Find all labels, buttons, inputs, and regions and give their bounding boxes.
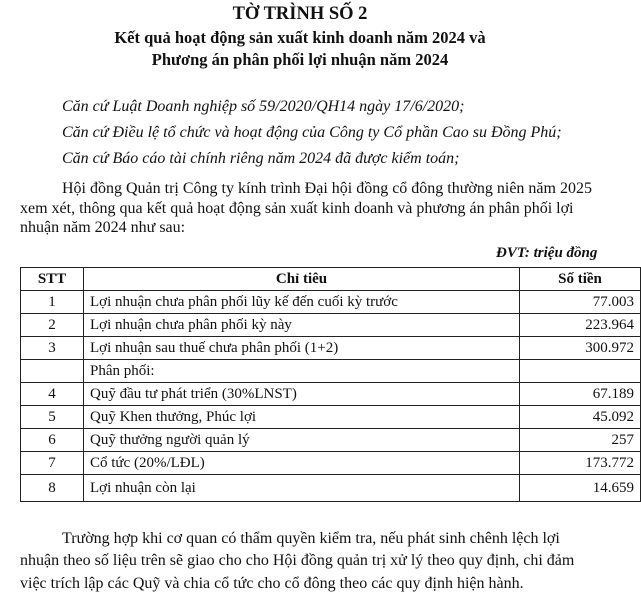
table-row — [21, 337, 641, 360]
table-row — [21, 314, 641, 337]
row-stt: 6 — [21, 429, 84, 452]
row-stt: 7 — [21, 452, 84, 475]
row-item: Quỹ đầu tư phát triển (30%LNST) — [84, 383, 520, 406]
row-stt: 2 — [21, 314, 84, 337]
row-item: Lợi nhuận chưa phân phối lũy kế đến cuối kỳ trước — [84, 291, 520, 314]
row-item: Lợi nhuận chưa phân phối kỳ này — [84, 314, 520, 337]
row-stt: 1 — [21, 291, 84, 314]
unit-label: ĐVT: triệu đồng — [496, 245, 598, 261]
row-amount: 300.972 — [520, 337, 641, 360]
row-amount: 67.189 — [520, 383, 641, 406]
row-item: Cổ tức (20%/LĐL) — [84, 452, 520, 475]
legal-basis-2: Căn cứ Điều lệ tổ chức và hoạt động của Công ty Cổ phần Cao su Đồng Phú; — [62, 124, 562, 141]
document-subtitle-line-2: Phương án phân phối lợi nhuận năm 2024 — [151, 50, 449, 69]
document-title: TỜ TRÌNH SỐ 2 — [232, 4, 368, 24]
row-amount: 77.003 — [520, 291, 641, 314]
table-row — [21, 429, 641, 452]
legal-basis-1: Căn cứ Luật Doanh nghiệp số 59/2020/QH14 ngày 17/6/2020; — [62, 98, 465, 115]
row-stt: 3 — [21, 337, 84, 360]
intro-line-1: Hội đồng Quản trị Công ty kính trình Đại hội đồng cổ đông thường niên năm 2025 — [62, 180, 592, 197]
row-amount: 223.964 — [520, 314, 641, 337]
header-amount: Số tiền — [520, 268, 641, 291]
table-header-row — [21, 268, 641, 291]
row-amount — [520, 360, 641, 383]
row-stt: 8 — [21, 475, 84, 502]
row-item: Lợi nhuận còn lại — [84, 475, 520, 502]
table-row — [21, 475, 641, 502]
row-stt: 4 — [21, 383, 84, 406]
intro-line-3: nhuận năm 2024 như sau: — [20, 219, 186, 236]
row-amount: 257 — [520, 429, 641, 452]
row-item: Lợi nhuận sau thuế chưa phân phối (1+2) — [84, 337, 520, 360]
header-stt: STT — [21, 268, 84, 291]
intro-line-2: xem xét, thông qua kết quả hoạt động sản xuất kinh doanh và phương án phân phối lợi — [20, 200, 574, 217]
row-stt: 5 — [21, 406, 84, 429]
table-row — [21, 360, 641, 383]
legal-basis-3: Căn cứ Báo cáo tài chính riêng năm 2024 đã được kiểm toán; — [62, 150, 460, 167]
document-subtitle-line-1: Kết quả hoạt động sản xuất kinh doanh năm 2024 và — [114, 28, 486, 47]
profit-distribution-table — [20, 267, 641, 502]
row-item: Phân phối: — [84, 360, 520, 383]
table-row — [21, 452, 641, 475]
row-amount: 14.659 — [520, 475, 641, 502]
row-item: Quỹ thưởng người quản lý — [84, 429, 520, 452]
closing-line-1: Trường hợp khi cơ quan có thẩm quyền kiểm tra, nếu phát sinh chênh lệch lợi — [62, 530, 560, 547]
row-stt — [21, 360, 84, 383]
header-item: Chỉ tiêu — [84, 268, 520, 291]
closing-line-3: việc trích lập các Quỹ và chia cổ tức cho cổ đông theo các quy định hiện hành. — [20, 575, 524, 592]
row-amount: 45.092 — [520, 406, 641, 429]
closing-line-2: nhuận theo số liệu trên sẽ giao cho cho Hội đồng quản trị xử lý theo quy định, chi đảm — [20, 552, 575, 569]
row-amount: 173.772 — [520, 452, 641, 475]
table-row — [21, 406, 641, 429]
row-item: Quỹ Khen thưởng, Phúc lợi — [84, 406, 520, 429]
table-row — [21, 291, 641, 314]
table-row — [21, 383, 641, 406]
